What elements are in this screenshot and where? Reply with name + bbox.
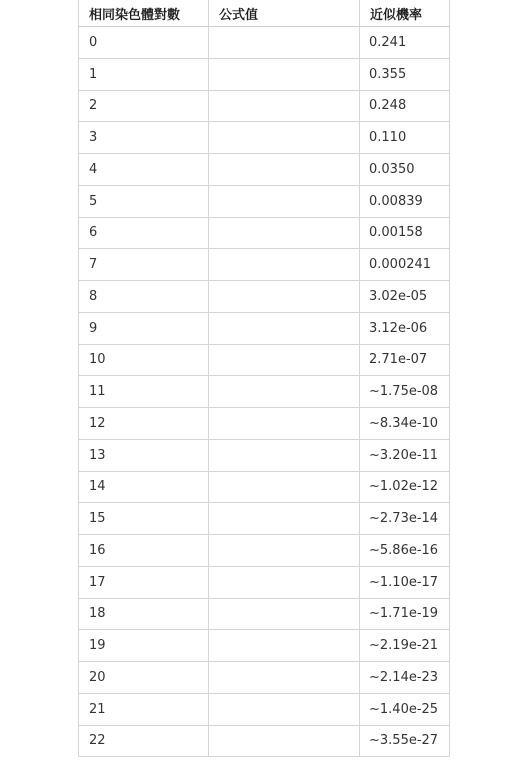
cell-formula-value (209, 471, 360, 503)
cell-chromosome-pairs: 18 (79, 598, 209, 630)
cell-approx-probability: ~2.19e-21 (360, 630, 450, 662)
table-row (79, 344, 450, 376)
table-row (79, 217, 450, 249)
cell-formula-value (209, 154, 360, 186)
cell-chromosome-pairs: 9 (79, 312, 209, 344)
table-row (79, 90, 450, 122)
table-row (79, 249, 450, 281)
table-row (79, 630, 450, 662)
table-row (79, 376, 450, 408)
cell-approx-probability: ~3.55e-27 (360, 725, 450, 757)
cell-chromosome-pairs: 10 (79, 344, 209, 376)
cell-formula-value (209, 662, 360, 694)
cell-chromosome-pairs: 21 (79, 693, 209, 725)
probability-table (78, 0, 450, 757)
cell-approx-probability: 2.71e-07 (360, 344, 450, 376)
cell-approx-probability: 3.02e-05 (360, 281, 450, 313)
cell-formula-value (209, 27, 360, 59)
cell-chromosome-pairs: 5 (79, 185, 209, 217)
table-row (79, 471, 450, 503)
cell-approx-probability: ~1.75e-08 (360, 376, 450, 408)
cell-formula-value (209, 122, 360, 154)
cell-formula-value (209, 281, 360, 313)
cell-approx-probability: ~1.02e-12 (360, 471, 450, 503)
cell-chromosome-pairs: 15 (79, 503, 209, 535)
cell-chromosome-pairs: 11 (79, 376, 209, 408)
cell-approx-probability: ~2.73e-14 (360, 503, 450, 535)
cell-formula-value (209, 185, 360, 217)
table-row (79, 58, 450, 90)
probability-table-container (78, 0, 449, 757)
table-body (79, 27, 450, 757)
cell-formula-value (209, 408, 360, 440)
cell-formula-value (209, 725, 360, 757)
cell-chromosome-pairs: 4 (79, 154, 209, 186)
cell-formula-value (209, 376, 360, 408)
cell-formula-value (209, 503, 360, 535)
cell-formula-value (209, 566, 360, 598)
table-row (79, 662, 450, 694)
cell-chromosome-pairs: 7 (79, 249, 209, 281)
cell-approx-probability: 0.248 (360, 90, 450, 122)
cell-approx-probability: 0.000241 (360, 249, 450, 281)
cell-formula-value (209, 535, 360, 567)
cell-approx-probability: 3.12e-06 (360, 312, 450, 344)
table-row (79, 154, 450, 186)
cell-formula-value (209, 90, 360, 122)
cell-approx-probability: 0.00158 (360, 217, 450, 249)
cell-chromosome-pairs: 1 (79, 58, 209, 90)
cell-chromosome-pairs: 3 (79, 122, 209, 154)
cell-approx-probability: ~5.86e-16 (360, 535, 450, 567)
cell-chromosome-pairs: 19 (79, 630, 209, 662)
cell-formula-value (209, 439, 360, 471)
cell-chromosome-pairs: 14 (79, 471, 209, 503)
cell-approx-probability: ~2.14e-23 (360, 662, 450, 694)
cell-formula-value (209, 598, 360, 630)
cell-chromosome-pairs: 12 (79, 408, 209, 440)
table-row (79, 439, 450, 471)
cell-chromosome-pairs: 22 (79, 725, 209, 757)
table-row (79, 408, 450, 440)
cell-approx-probability: 0.355 (360, 58, 450, 90)
cell-chromosome-pairs: 13 (79, 439, 209, 471)
cell-chromosome-pairs: 20 (79, 662, 209, 694)
cell-chromosome-pairs: 2 (79, 90, 209, 122)
cell-formula-value (209, 249, 360, 281)
cell-formula-value (209, 344, 360, 376)
table-row (79, 566, 450, 598)
table-row (79, 693, 450, 725)
cell-chromosome-pairs: 16 (79, 535, 209, 567)
cell-approx-probability: 0.110 (360, 122, 450, 154)
table-row (79, 725, 450, 757)
table-row (79, 281, 450, 313)
table-row (79, 27, 450, 59)
cell-approx-probability: ~8.34e-10 (360, 408, 450, 440)
table-row (79, 312, 450, 344)
cell-chromosome-pairs: 17 (79, 566, 209, 598)
cell-formula-value (209, 312, 360, 344)
cell-approx-probability: ~3.20e-11 (360, 439, 450, 471)
header-approx-probability: 近似機率 (360, 0, 450, 27)
cell-chromosome-pairs: 6 (79, 217, 209, 249)
cell-approx-probability: ~1.71e-19 (360, 598, 450, 630)
cell-approx-probability: 0.00839 (360, 185, 450, 217)
table-row (79, 122, 450, 154)
table-row (79, 503, 450, 535)
table-row (79, 535, 450, 567)
cell-formula-value (209, 693, 360, 725)
header-row (79, 0, 450, 27)
header-formula-value: 公式值 (209, 0, 360, 27)
cell-formula-value (209, 58, 360, 90)
cell-approx-probability: 0.241 (360, 27, 450, 59)
cell-formula-value (209, 630, 360, 662)
cell-approx-probability: 0.0350 (360, 154, 450, 186)
table-row (79, 598, 450, 630)
table-header (79, 0, 450, 27)
cell-chromosome-pairs: 8 (79, 281, 209, 313)
cell-formula-value (209, 217, 360, 249)
cell-approx-probability: ~1.10e-17 (360, 566, 450, 598)
header-chromosome-pairs: 相同染色體對數 (79, 0, 209, 27)
table-row (79, 185, 450, 217)
cell-chromosome-pairs: 0 (79, 27, 209, 59)
cell-approx-probability: ~1.40e-25 (360, 693, 450, 725)
